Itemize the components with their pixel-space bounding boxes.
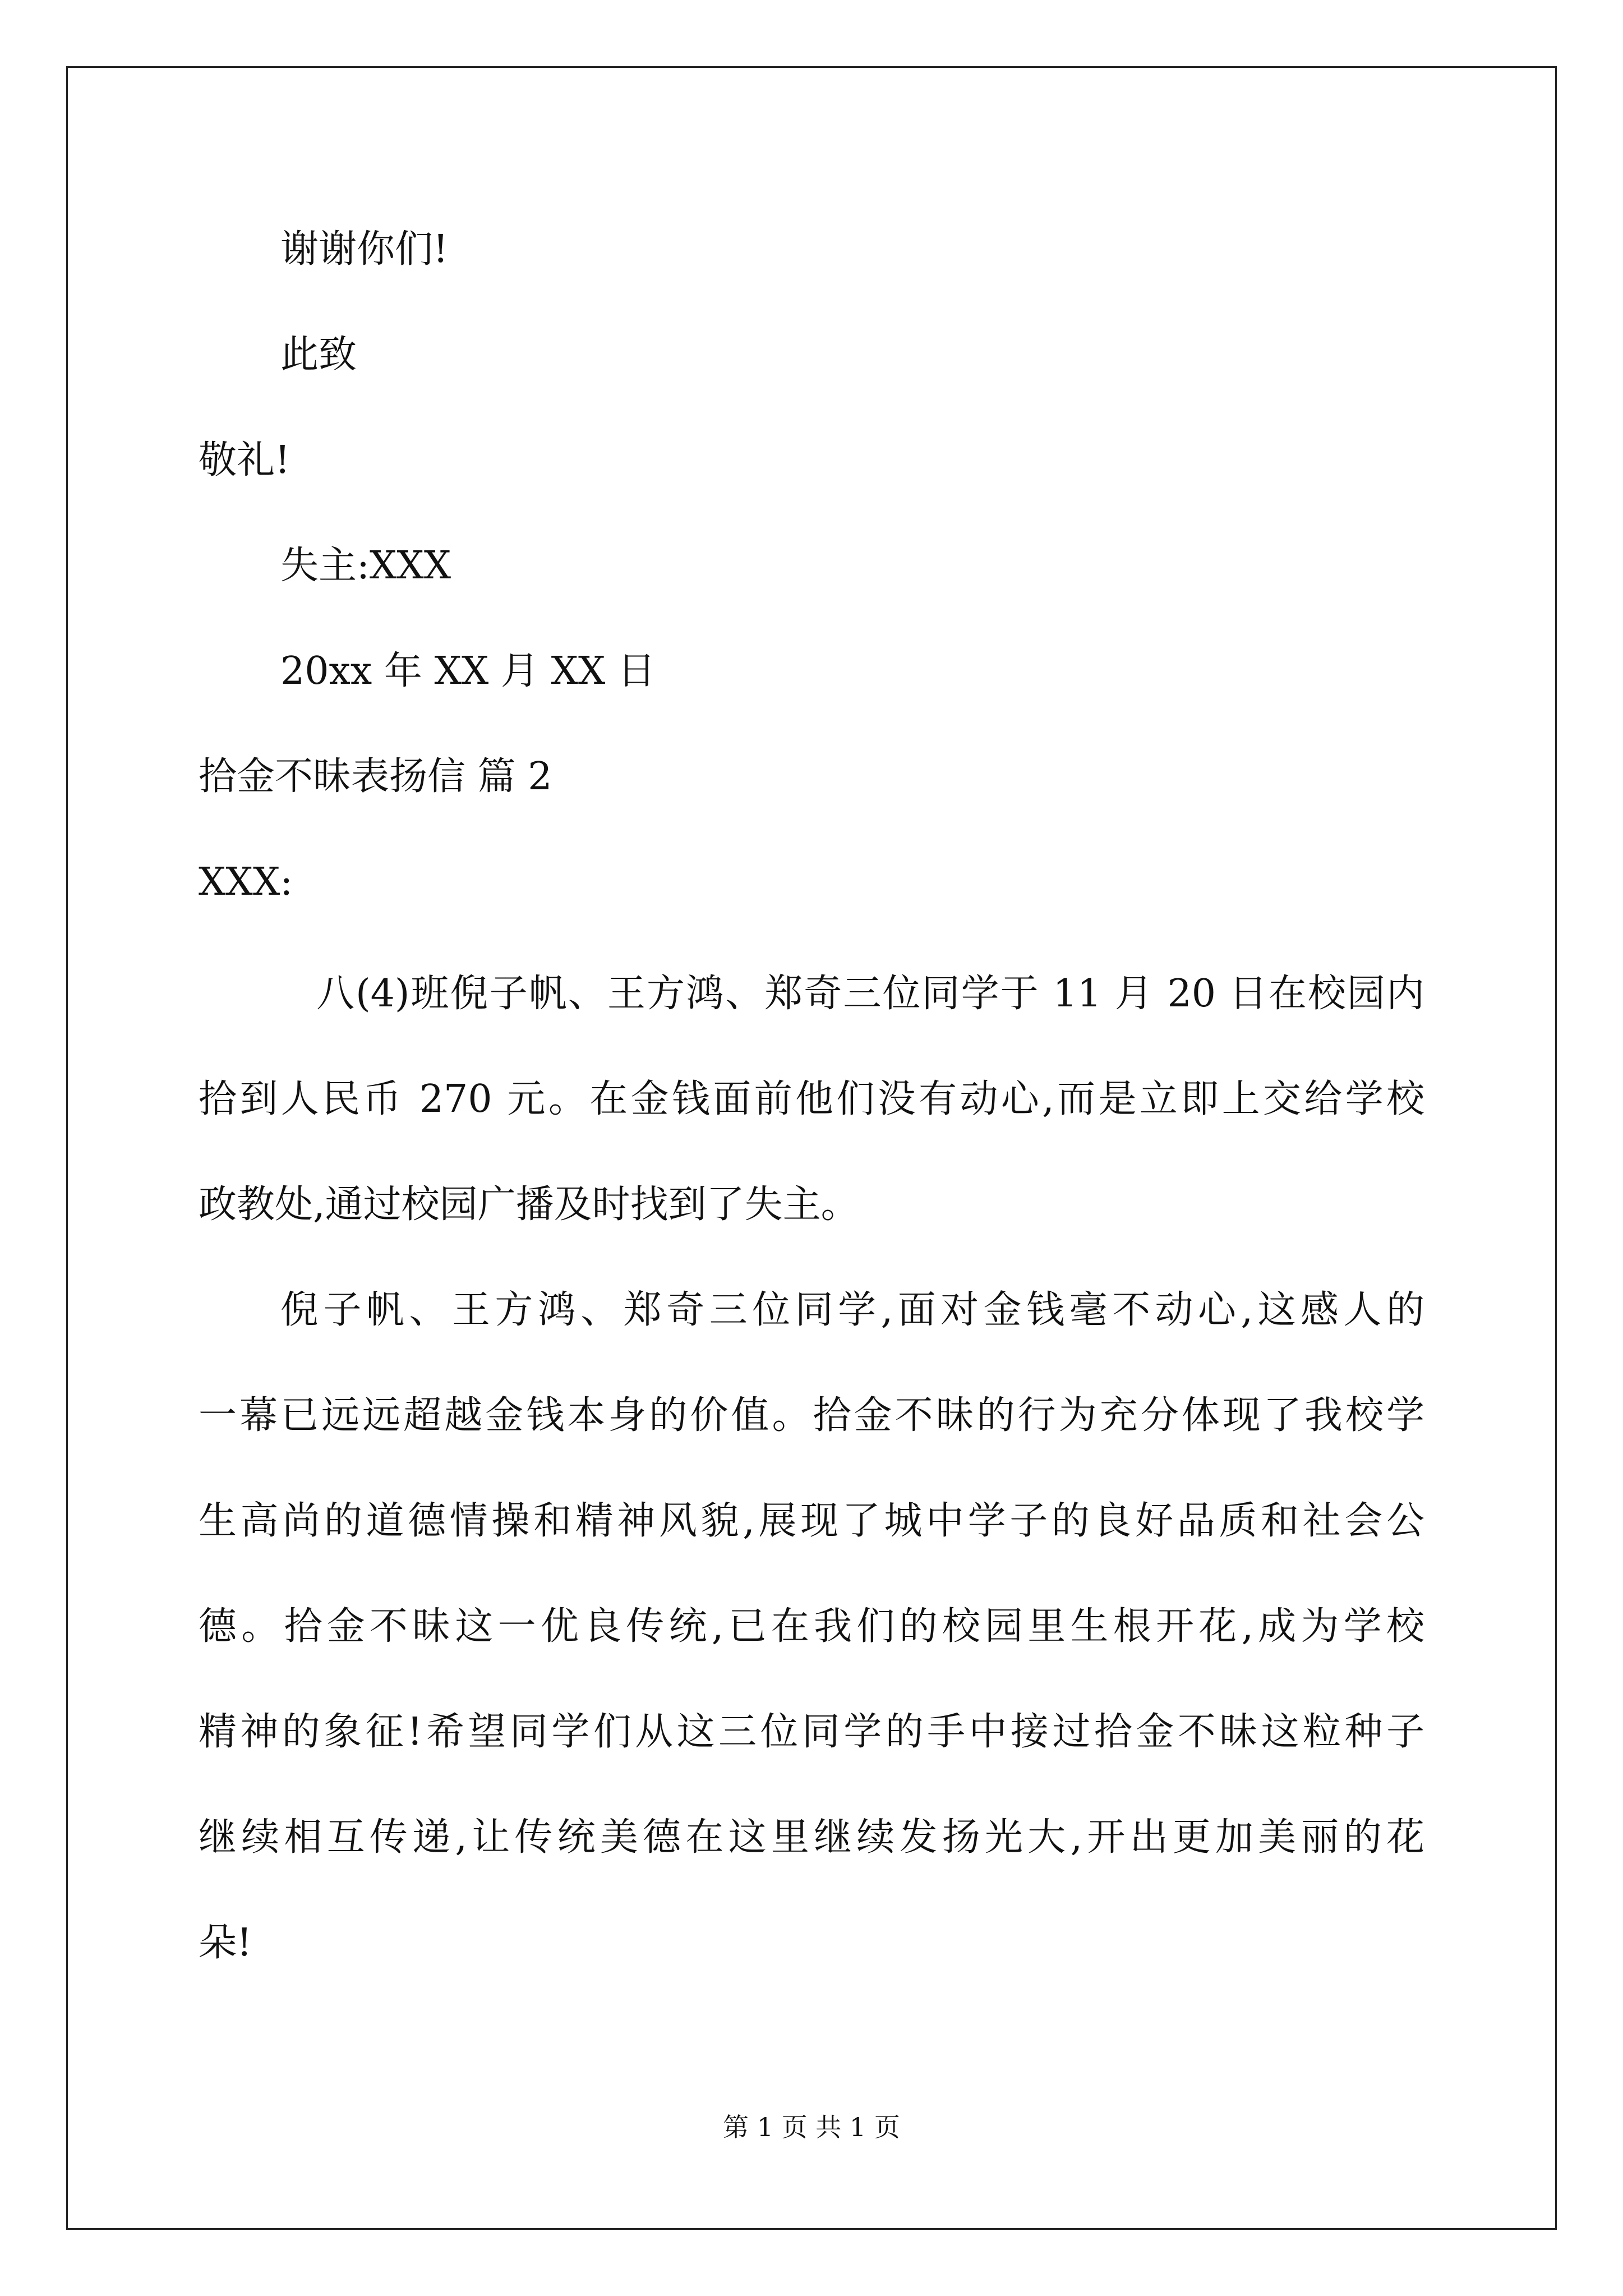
- paragraph-2: [199, 1258, 1424, 1996]
- paragraph-2-line: 倪子帆、王方鸿、郑奇三位同学,面对金钱毫不动心,这感人的: [280, 1288, 1424, 1332]
- page-footer: 第 1 页 共 1 页: [723, 2112, 900, 2142]
- paragraph-1-line: 拾到人民币 270 元。在金钱面前他们没有动心,而是立即上交给学校: [199, 1077, 1424, 1121]
- paragraph-2-line: 一幕已远远超越金钱本身的价值。拾金不昧的行为充分体现了我校学: [199, 1393, 1424, 1438]
- paragraph-1-line: 八(4)班倪子帆、王方鸿、郑奇三位同学于 11 月 20 日在校园内: [316, 972, 1424, 1016]
- paragraph-2-line: 生高尚的道德情操和精神风貌,展现了城中学子的良好品质和社会公: [199, 1499, 1424, 1543]
- paragraph-1-line: 政教处,通过校园广播及时找到了失主。: [199, 1182, 859, 1227]
- paragraph-2-line: 精神的象征!希望同学们从这三位同学的手中接过拾金不昧这粒种子: [199, 1710, 1424, 1754]
- paragraph-2-line: 朵!: [199, 1921, 252, 1965]
- paragraph-1: [199, 941, 1424, 1258]
- recipient-line: XXX:: [199, 860, 293, 904]
- paragraph-2-line: 继续相互传递,让传统美德在这里继续发扬光大,开出更加美丽的花: [199, 1815, 1424, 1860]
- salutation-2: 敬礼!: [199, 438, 291, 482]
- owner-signature: 失主:XXX: [280, 544, 451, 588]
- paragraph-2-line: 德。拾金不昧这一优良传统,已在我们的校园里生根开花,成为学校: [199, 1604, 1424, 1649]
- closing-thanks: 谢谢你们!: [280, 227, 449, 272]
- salutation-1: 此致: [280, 333, 357, 377]
- section-title: 拾金不昧表扬信 篇 2: [199, 754, 552, 799]
- letter-date: 20xx 年 XX 月 XX 日: [280, 649, 656, 693]
